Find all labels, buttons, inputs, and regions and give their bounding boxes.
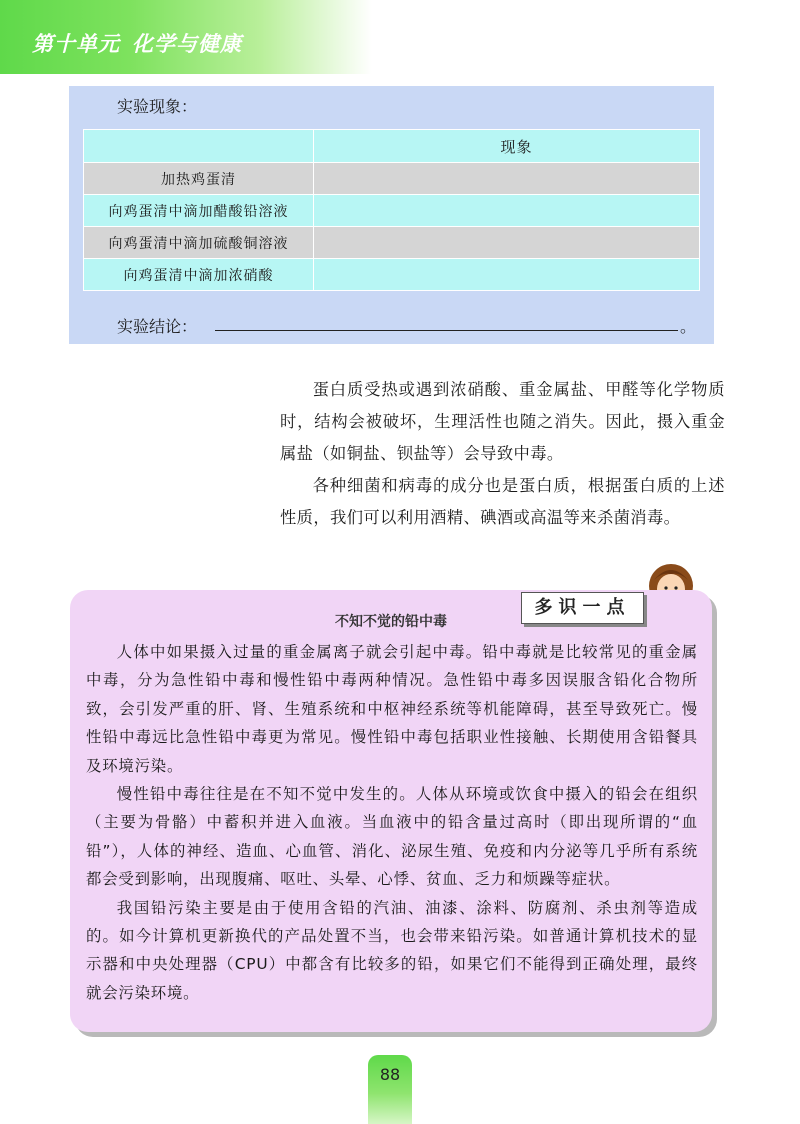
extra-knowledge-box: [70, 590, 712, 1032]
sidebar-paragraph: 我国铅污染主要是由于使用含铅的汽油、油漆、涂料、防腐剂、杀虫剂等造成的。如今计算机更新换代的产品处置不当，也会带来铅污染。如普通计算机技术的显示器和中央处理器（CPU）中都含有比较多的铅，如果它们不能得到正确处理，最终就会污染环境。: [86, 898, 698, 1002]
table-row: [84, 195, 700, 227]
body-paragraph: 蛋白质受热或遇到浓硝酸、重金属盐、甲醛等化学物质时，结构会被破坏，生理活性也随之消失。因此，摄入重金属盐（如铜盐、钡盐等）会导致中毒。: [280, 380, 725, 463]
unit-number: 第十单元: [32, 32, 120, 56]
experiment-box: [69, 86, 714, 344]
table-row-observation: [314, 195, 700, 227]
unit-title: 化学与健康: [132, 32, 242, 56]
table-header-row: [84, 130, 700, 163]
conclusion-period: 。: [680, 317, 697, 336]
table-row-label: 加热鸡蛋清: [84, 163, 314, 195]
conclusion-label: 实验结论：: [117, 317, 198, 336]
table-row: [84, 163, 700, 195]
table-row-label: 向鸡蛋清中滴加硫酸铜溶液: [84, 227, 314, 259]
phenomenon-label: 实验现象：: [117, 97, 198, 116]
sidebar-title: 不知不觉的铅中毒: [335, 614, 447, 630]
table-row-observation: [314, 163, 700, 195]
extra-knowledge-tag: 多识一点: [521, 592, 644, 624]
table-row-label: 向鸡蛋清中滴加浓硝酸: [84, 259, 314, 291]
experiment-table: [83, 129, 700, 291]
body-text: [280, 374, 725, 534]
table-header-phenomenon: 现象: [314, 130, 700, 163]
unit-header-band: [0, 0, 372, 74]
page-number-tab: [368, 1055, 412, 1124]
page-number: 88: [379, 1065, 401, 1084]
conclusion-blank-line: [215, 330, 678, 331]
sidebar-paragraph: 慢性铅中毒往往是在不知不觉中发生的。人体从环境或饮食中摄入的铅会在组织（主要为骨骼）中蓄积并进入血液。当血液中的铅含量过高时（即出现所谓的“血铅”），人体的神经、造血、心血管、消化、泌尿生殖、免疫和内分泌等几乎所有系统都会受到影响，出现腹痛、呕吐、头晕、心悸、贫血、乏力和烦躁等症状。: [86, 785, 698, 889]
table-row-observation: [314, 259, 700, 291]
table-row: [84, 259, 700, 291]
table-row-label: 向鸡蛋清中滴加醋酸铅溶液: [84, 195, 314, 227]
sidebar-paragraph: 人体中如果摄入过量的重金属离子就会引起中毒。铅中毒就是比较常见的重金属中毒，分为急性铅中毒和慢性铅中毒两种情况。急性铅中毒多因误服含铅化合物所致，会引发严重的肝、肾、生殖系统和中枢神经系统等机能障碍，甚至导致死亡。慢性铅中毒远比急性铅中毒更为常见。慢性铅中毒包括职业性接触、长期使用含铅餐具及环境污染。: [86, 643, 698, 775]
sidebar-text: [86, 638, 698, 1007]
table-header-empty: [84, 130, 314, 163]
body-paragraph: 各种细菌和病毒的成分也是蛋白质，根据蛋白质的上述性质，我们可以利用酒精、碘酒或高温等来杀菌消毒。: [280, 476, 725, 527]
table-row-observation: [314, 227, 700, 259]
table-row: [84, 227, 700, 259]
